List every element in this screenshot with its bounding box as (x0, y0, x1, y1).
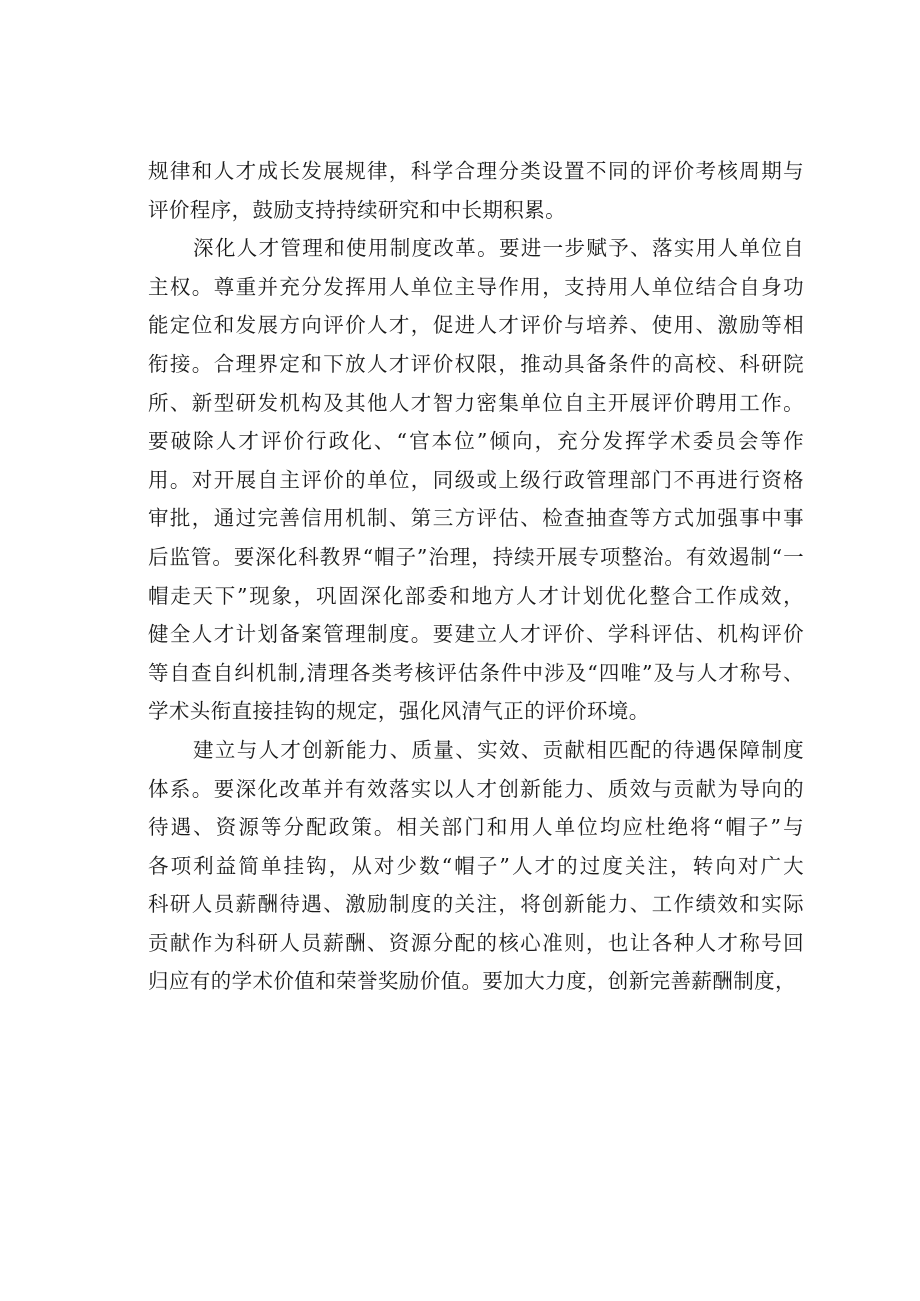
text-line: 科研人员薪酬待遇、激励制度的关注，将创新能力、工作绩效和实际 (148, 892, 804, 917)
document-body (148, 152, 804, 1001)
text-line: 体系。要深化改革并有效落实以人才创新能力、质效与贡献为导向的 (148, 776, 804, 801)
text-line: 能定位和发展方向评价人才，促进人才评价与培养、使用、激励等相 (148, 313, 804, 338)
text-line: 各项利益简单挂钩，从对少数“帽子”人才的过度关注，转向对广大 (148, 853, 804, 878)
paragraph-3 (148, 731, 804, 1001)
text-line: 要破除人才评价行政化、“官本位”倾向，充分发挥学术委员会等作 (148, 429, 804, 454)
text-line: 评价程序，鼓励支持持续研究和中长期积累。 (148, 197, 566, 222)
text-line: 等自查自纠机制,清理各类考核评估条件中涉及“四唯”及与人才称号、 (148, 660, 804, 685)
paragraph-1 (148, 152, 804, 229)
text-line: 归应有的学术价值和荣誉奖励价值。要加大力度，创新完善薪酬制度， (148, 969, 796, 994)
text-line: 学术头衔直接挂钩的规定，强化风清气正的评价环境。 (148, 699, 650, 724)
paragraph-2 (148, 229, 804, 731)
text-line: 用。对开展自主评价的单位，同级或上级行政管理部门不再进行资格 (148, 467, 804, 492)
text-line: 审批，通过完善信用机制、第三方评估、检查抽查等方式加强事中事 (148, 506, 804, 531)
text-line: 帽走天下”现象，巩固深化部委和地方人才计划优化整合工作成效， (148, 583, 804, 608)
text-line: 深化人才管理和使用制度改革。要进一步赋予、落实用人单位自 (193, 236, 804, 261)
text-line: 规律和人才成长发展规律，科学合理分类设置不同的评价考核周期与 (148, 159, 804, 183)
text-line: 建立与人才创新能力、质量、实效、贡献相匹配的待遇保障制度 (193, 737, 804, 762)
text-line: 贡献作为科研人员薪酬、资源分配的核心准则，也让各种人才称号回 (148, 930, 804, 955)
text-line: 主权。尊重并充分发挥用人单位主导作用，支持用人单位结合自身功 (148, 274, 804, 299)
text-line: 衔接。合理界定和下放人才评价权限，推动具备条件的高校、科研院 (148, 351, 804, 376)
text-line: 后监管。要深化科教界“帽子”治理，持续开展专项整治。有效遏制“一 (148, 544, 804, 569)
text-line: 待遇、资源等分配政策。相关部门和用人单位均应杜绝将“帽子”与 (148, 815, 804, 840)
text-line: 健全人才计划备案管理制度。要建立人才评价、学科评估、机构评价 (148, 622, 804, 647)
text-line: 所、新型研发机构及其他人才智力密集单位自主开展评价聘用工作。 (148, 390, 804, 415)
